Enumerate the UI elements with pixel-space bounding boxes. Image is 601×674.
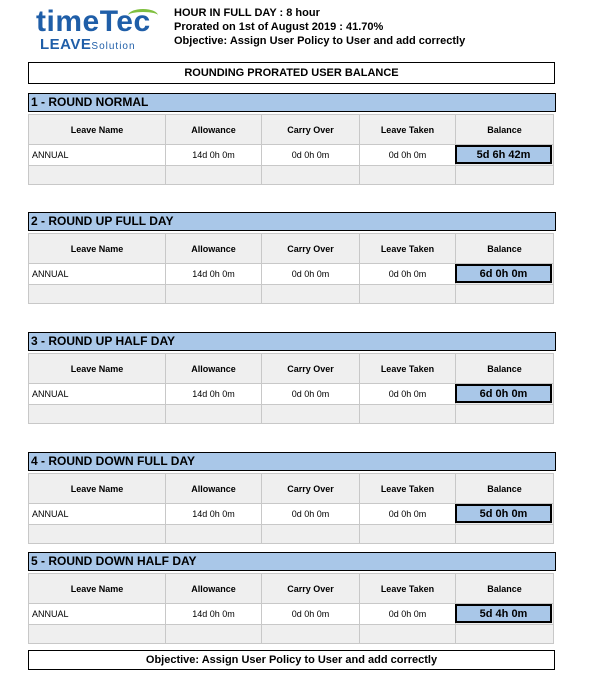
cell-carry-over: 0d 0h 0m (262, 504, 360, 525)
table-header-row (29, 354, 553, 384)
leave-table (28, 473, 554, 544)
balance-value: 5d 4h 0m (455, 604, 552, 623)
column-header-carry-over: Carry Over (262, 234, 360, 264)
cell-leave-name: ANNUAL (29, 504, 166, 525)
section-title: 1 - ROUND NORMAL (28, 93, 556, 112)
empty-cell (166, 525, 262, 543)
column-header-allowance: Allowance (166, 474, 262, 504)
empty-cell (262, 405, 360, 423)
cell-leave-name: ANNUAL (29, 264, 166, 285)
table-header-row (29, 474, 553, 504)
column-header-leave-taken: Leave Taken (360, 354, 456, 384)
table-empty-row (29, 625, 553, 643)
balance-value: 6d 0h 0m (455, 264, 552, 283)
cell-leave-name: ANNUAL (29, 145, 166, 166)
report-title: ROUNDING PRORATED USER BALANCE (28, 62, 555, 84)
cell-carry-over: 0d 0h 0m (262, 264, 360, 285)
empty-cell (166, 405, 262, 423)
cell-leave-name: ANNUAL (29, 604, 166, 625)
logo-product-leave: LEAVE (40, 36, 92, 53)
cell-carry-over: 0d 0h 0m (262, 145, 360, 166)
section-title: 5 - ROUND DOWN HALF DAY (28, 552, 556, 571)
column-header-carry-over: Carry Over (262, 574, 360, 604)
column-header-leave-name: Leave Name (29, 474, 166, 504)
balance-cell (456, 264, 553, 285)
column-header-allowance: Allowance (166, 234, 262, 264)
table-empty-row (29, 285, 553, 303)
column-header-carry-over: Carry Over (262, 474, 360, 504)
table-row (29, 384, 553, 405)
section-title: 2 - ROUND UP FULL DAY (28, 212, 556, 231)
empty-cell (29, 285, 166, 303)
column-header-allowance: Allowance (166, 574, 262, 604)
leave-table (28, 114, 554, 185)
leave-table (28, 353, 554, 424)
column-header-leave-name: Leave Name (29, 574, 166, 604)
empty-cell (360, 166, 456, 184)
timetec-leave-logo (30, 6, 165, 56)
cell-allowance: 14d 0h 0m (166, 145, 262, 166)
leave-table (28, 573, 554, 644)
table-empty-row (29, 166, 553, 184)
balance-cell (456, 504, 553, 525)
logo-brand-tec: Tec (99, 5, 151, 38)
balance-cell (456, 145, 553, 166)
empty-cell (262, 625, 360, 643)
logo-swoosh-icon (128, 9, 158, 22)
column-header-leave-name: Leave Name (29, 354, 166, 384)
cell-leave-taken: 0d 0h 0m (360, 504, 456, 525)
section-title: 4 - ROUND DOWN FULL DAY (28, 452, 556, 471)
balance-cell (456, 384, 553, 405)
empty-cell (29, 525, 166, 543)
empty-cell (166, 166, 262, 184)
cell-allowance: 14d 0h 0m (166, 504, 262, 525)
logo-product (40, 37, 136, 55)
cell-leave-taken: 0d 0h 0m (360, 264, 456, 285)
empty-cell (29, 405, 166, 423)
logo-brand-time: time (36, 5, 100, 38)
header-objective: Objective: Assign User Policy to User and add correctly (174, 35, 466, 47)
column-header-carry-over: Carry Over (262, 115, 360, 145)
cell-leave-taken: 0d 0h 0m (360, 384, 456, 405)
empty-cell (360, 285, 456, 303)
empty-cell (456, 405, 553, 423)
cell-allowance: 14d 0h 0m (166, 604, 262, 625)
empty-cell (262, 166, 360, 184)
table-header-row (29, 234, 553, 264)
empty-cell (29, 166, 166, 184)
empty-cell (262, 525, 360, 543)
column-header-leave-taken: Leave Taken (360, 474, 456, 504)
table-header-row (29, 574, 553, 604)
column-header-balance: Balance (456, 574, 553, 604)
column-header-balance: Balance (456, 115, 553, 145)
footer-objective: Objective: Assign User Policy to User and add correctly (28, 650, 555, 670)
empty-cell (262, 285, 360, 303)
table-header-row (29, 115, 553, 145)
cell-leave-taken: 0d 0h 0m (360, 145, 456, 166)
empty-cell (456, 625, 553, 643)
leave-table (28, 233, 554, 304)
table-row (29, 604, 553, 625)
empty-cell (456, 525, 553, 543)
column-header-balance: Balance (456, 354, 553, 384)
balance-value: 5d 6h 42m (455, 145, 552, 164)
balance-cell (456, 604, 553, 625)
table-row (29, 145, 553, 166)
column-header-leave-name: Leave Name (29, 115, 166, 145)
balance-value: 6d 0h 0m (455, 384, 552, 403)
table-row (29, 264, 553, 285)
empty-cell (456, 166, 553, 184)
balance-value: 5d 0h 0m (455, 504, 552, 523)
empty-cell (29, 625, 166, 643)
cell-carry-over: 0d 0h 0m (262, 604, 360, 625)
empty-cell (360, 625, 456, 643)
section-title: 3 - ROUND UP HALF DAY (28, 332, 556, 351)
empty-cell (360, 405, 456, 423)
column-header-leave-taken: Leave Taken (360, 234, 456, 264)
cell-allowance: 14d 0h 0m (166, 384, 262, 405)
column-header-allowance: Allowance (166, 354, 262, 384)
header-full-day-hours: HOUR IN FULL DAY : 8 hour (174, 7, 320, 19)
cell-leave-taken: 0d 0h 0m (360, 604, 456, 625)
column-header-leave-taken: Leave Taken (360, 115, 456, 145)
empty-cell (456, 285, 553, 303)
empty-cell (360, 525, 456, 543)
logo-product-solution: Solution (91, 41, 136, 52)
column-header-leave-taken: Leave Taken (360, 574, 456, 604)
column-header-carry-over: Carry Over (262, 354, 360, 384)
table-empty-row (29, 405, 553, 423)
table-empty-row (29, 525, 553, 543)
empty-cell (166, 625, 262, 643)
cell-leave-name: ANNUAL (29, 384, 166, 405)
column-header-allowance: Allowance (166, 115, 262, 145)
column-header-balance: Balance (456, 474, 553, 504)
column-header-balance: Balance (456, 234, 553, 264)
cell-carry-over: 0d 0h 0m (262, 384, 360, 405)
empty-cell (166, 285, 262, 303)
cell-allowance: 14d 0h 0m (166, 264, 262, 285)
header-prorated: Prorated on 1st of August 2019 : 41.70% (174, 21, 384, 33)
table-row (29, 504, 553, 525)
column-header-leave-name: Leave Name (29, 234, 166, 264)
